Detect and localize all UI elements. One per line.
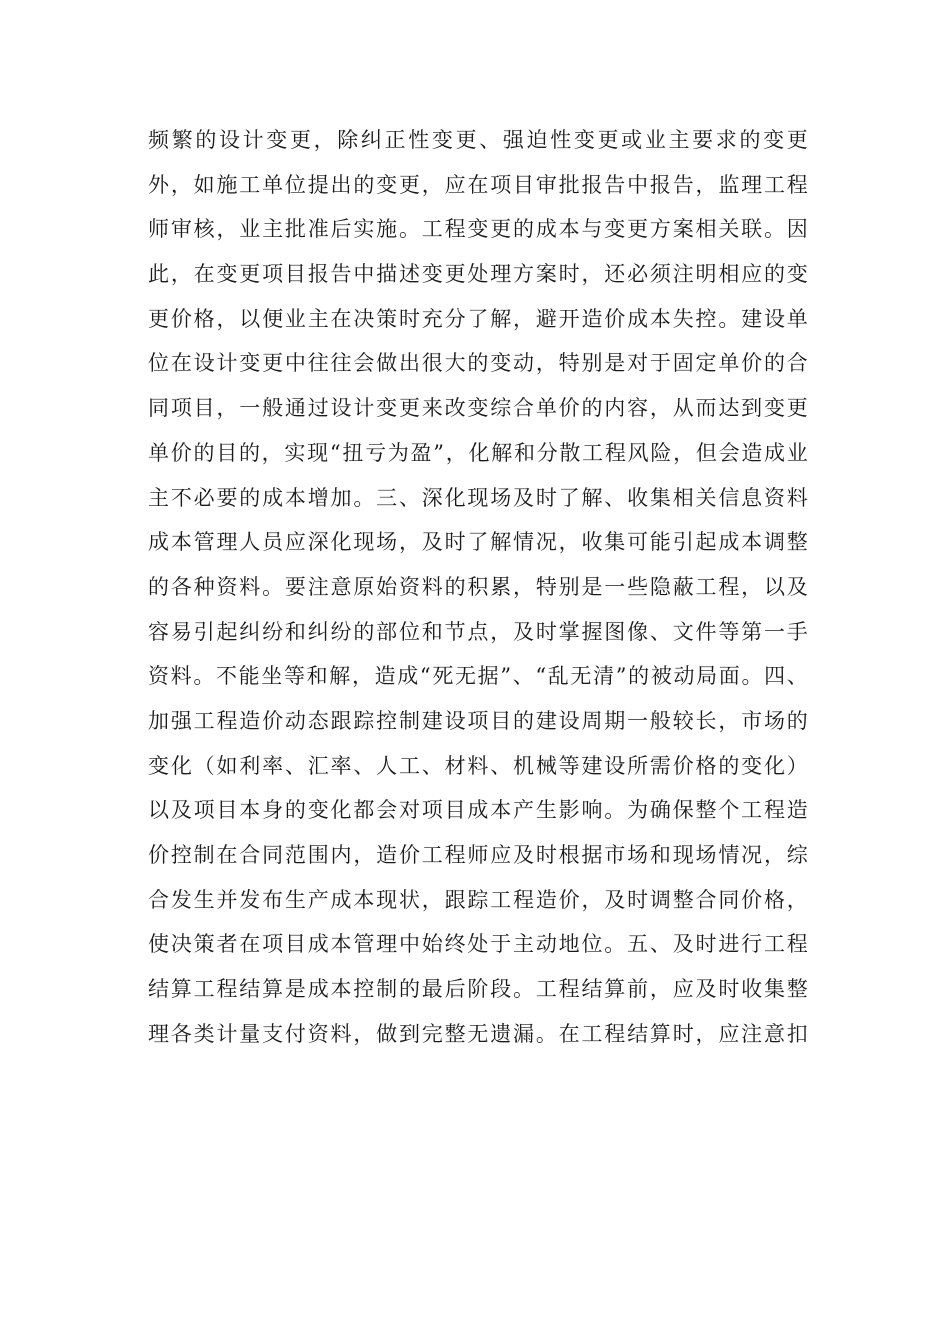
- text-line: 频繁的设计变更，除纠正性变更、强迫性变更或业主要求的变更: [148, 128, 808, 152]
- text-line: 合发生并发布生产成本现状，跟踪工程造价，及时调整合同价格，: [148, 887, 808, 912]
- body-text: [148, 118, 808, 1056]
- text-line: 加强工程造价动态跟踪控制建设项目的建设周期一般较长，市场的: [148, 708, 808, 733]
- text-line: 结算工程结算是成本控制的最后阶段。工程结算前，应及时收集整: [148, 977, 808, 1002]
- text-line: 以及项目本身的变化都会对项目成本产生影响。为确保整个工程造: [148, 798, 808, 823]
- text-line: 单价的目的，实现“扭亏为盈”，化解和分散工程风险，但会造成业: [148, 440, 808, 465]
- text-line: 容易引起纠纷和纠纷的部位和节点，及时掌握图像、文件等第一手: [148, 619, 808, 644]
- text-line: 使决策者在项目成本管理中始终处于主动地位。五、及时进行工程: [148, 932, 808, 957]
- text-line: 主不必要的成本增加。三、深化现场及时了解、收集相关信息资料: [148, 485, 808, 510]
- text-line: 更价格，以便业主在决策时充分了解，避开造价成本失控。建设单: [148, 306, 808, 331]
- text-line: 的各种资料。要注意原始资料的积累，特别是一些隐蔽工程，以及: [148, 574, 808, 599]
- text-line: 成本管理人员应深化现场，及时了解情况，收集可能引起成本调整: [148, 530, 808, 555]
- text-line: 理各类计量支付资料，做到完整无遗漏。在工程结算时，应注意扣: [148, 1021, 808, 1046]
- text-line: 变化（如利率、汇率、人工、材料、机械等建设所需价格的变化）: [148, 753, 808, 778]
- text-line: 外，如施工单位提出的变更，应在项目审批报告中报告，监理工程: [148, 172, 808, 197]
- text-line: 师审核，业主批准后实施。工程变更的成本与变更方案相关联。因: [148, 217, 808, 242]
- text-line: 同项目，一般通过设计变更来改变综合单价的内容，从而达到变更: [148, 396, 808, 421]
- text-line: 价控制在合同范围内，造价工程师应及时根据市场和现场情况，综: [148, 843, 808, 867]
- text-line: 此，在变更项目报告中描述变更处理方案时，还必须注明相应的变: [148, 262, 808, 287]
- text-line: 资料。不能坐等和解，造成“死无据”、“乱无清”的被动局面。四、: [148, 664, 808, 689]
- text-line: 位在设计变更中往往会做出很大的变动，特别是对于固定单价的合: [148, 351, 808, 376]
